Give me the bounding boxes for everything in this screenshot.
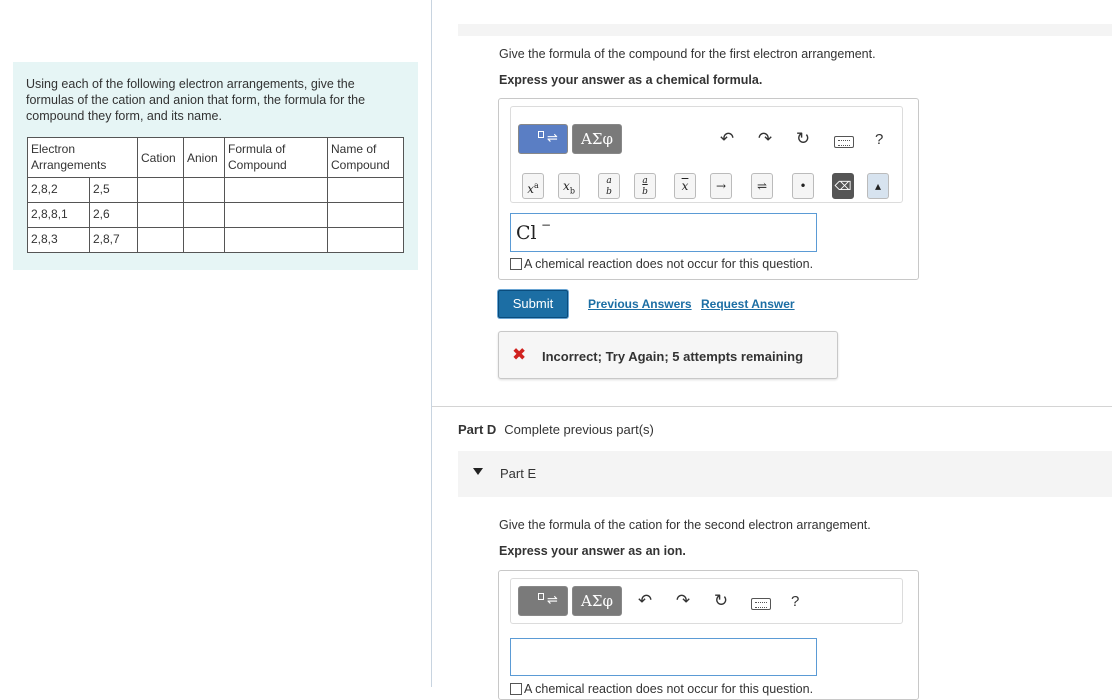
table-cell: 2,8,7 [90,228,138,253]
no-reaction-label: A chemical reaction does not occur for this question. [524,257,814,271]
part-e-no-reaction-option[interactable] [510,682,813,696]
template-arrows-icon: ⇌ [547,592,558,607]
table-cell [328,203,404,228]
table-cell [225,178,328,203]
redo-icon[interactable]: ↷ [675,591,691,610]
table-cell [138,178,184,203]
part-e-no-reaction-checkbox[interactable] [510,683,522,695]
previous-answers-link[interactable]: Previous Answers [588,297,692,311]
template-arrows-icon: ⇌ [547,130,558,145]
part-e-no-reaction-label: A chemical reaction does not occur for this question. [524,682,814,696]
subscript-button[interactable]: $x_b$ [558,173,580,199]
answer-box [498,98,919,280]
keyboard-toggle-icon[interactable]: ▴ [867,173,889,199]
submit-button[interactable]: Submit [498,290,568,318]
table-row [28,203,404,228]
no-reaction-checkbox[interactable] [510,258,522,270]
dot-button[interactable]: • [792,173,814,199]
template-icon [538,131,544,138]
fraction-bar-button[interactable]: a b [634,173,656,199]
table-cell: 2,8,2 [28,178,90,203]
problem-intro: Using each of the following electron arrangements, give the formulas of the cation and anion that form, the formula for the compound they form, and its name. [26,77,366,123]
redo-icon[interactable]: ↷ [757,129,773,148]
answer-input[interactable] [510,213,817,252]
table-cell [225,203,328,228]
fraction-button[interactable]: a b [598,173,620,199]
part-e-answer-input[interactable] [510,638,817,676]
table-cell [184,178,225,203]
table-cell [328,178,404,203]
table-cell [225,228,328,253]
electron-arrangement-table [27,137,404,253]
templates-button[interactable] [518,124,568,154]
table-cell [138,203,184,228]
part-e-question: Give the formula of the cation for the second electron arrangement. [499,518,871,532]
help-button[interactable]: ? [791,593,800,610]
template-icon [538,593,544,600]
help-button[interactable]: ? [875,131,884,148]
keyboard-icon[interactable] [834,136,854,148]
no-reaction-option[interactable] [510,257,813,271]
part-e-label: Part E [500,466,537,481]
table-cell: 2,5 [90,178,138,203]
header-anion: Anion [184,138,225,178]
header-formula: Formula of Compound [225,138,328,178]
table-header-row [28,138,404,178]
part-d-row [458,422,654,437]
part-e-header[interactable] [458,451,1112,497]
question-instruction: Express your answer as a chemical formula. [499,73,763,87]
math-toolbar [510,106,903,203]
request-answer-link[interactable]: Request Answer [701,297,795,311]
symbols-button[interactable]: ΑΣφ [572,586,622,616]
feedback-box [498,331,838,379]
delete-icon[interactable]: ⌫ [832,173,854,199]
keyboard-icon[interactable] [751,598,771,610]
reset-icon[interactable]: ↻ [795,129,811,148]
equilibrium-arrow-button[interactable]: ⇌ [751,173,773,199]
vector-button[interactable]: $\overline{x}$ [674,173,696,199]
answer-value: Cl [516,222,537,244]
header-name: Name of Compound [328,138,404,178]
reaction-arrow-button[interactable]: → [710,173,732,199]
table-cell: 2,8,8,1 [28,203,90,228]
collapse-triangle-icon[interactable] [473,468,483,475]
part-header-bar [458,24,1112,36]
header-cation: Cation [138,138,184,178]
reset-icon[interactable]: ↻ [713,591,729,610]
table-cell [184,228,225,253]
table-cell [328,228,404,253]
superscript-button[interactable]: $x^a$ [522,173,544,199]
answer-charge: − [541,218,552,232]
undo-icon[interactable]: ↶ [637,591,653,610]
part-d-label: Part D [458,422,497,437]
header-electron-arrangements: Electron Arrangements [28,138,138,178]
problem-panel [13,62,418,270]
part-d-status: Complete previous part(s) [504,422,654,437]
table-row [28,178,404,203]
column-divider [431,0,432,687]
part-e-answer-box [498,570,919,700]
section-divider [432,406,1112,407]
templates-button[interactable] [518,586,568,616]
table-cell [138,228,184,253]
table-cell [184,203,225,228]
table-row [28,228,404,253]
feedback-message: Incorrect; Try Again; 5 attempts remaining [542,349,804,364]
part-e-math-toolbar [510,578,903,624]
symbols-button[interactable]: ΑΣφ [572,124,622,154]
table-cell: 2,6 [90,203,138,228]
table-cell: 2,8,3 [28,228,90,253]
incorrect-icon: ✖ [512,345,527,364]
question-text: Give the formula of the compound for the first electron arrangement. [499,47,876,61]
undo-icon[interactable]: ↶ [719,129,735,148]
part-e-instruction: Express your answer as an ion. [499,544,686,558]
